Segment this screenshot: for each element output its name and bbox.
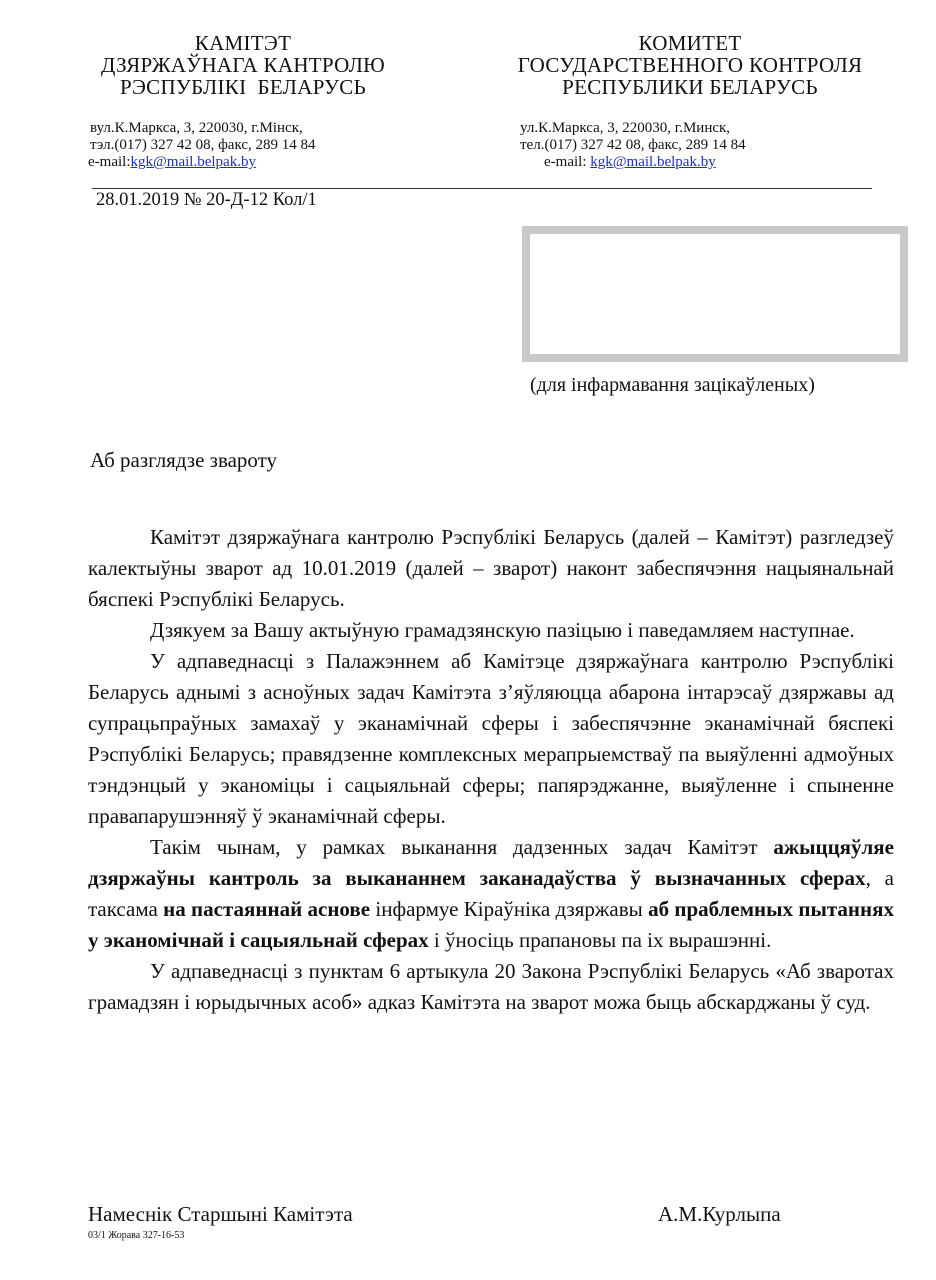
header-by-email-label: e-mail:: [88, 154, 131, 170]
header-by-line2: ДЗЯРЖАЎНАГА КАНТРОЛЮ: [100, 53, 385, 77]
header-by-email-row: [88, 154, 408, 171]
header-ru-email-link[interactable]: kgk@mail.belpak.by: [590, 154, 716, 170]
paragraph-4-text-a: Такім чынам, у рамках выканання дадзенных задач Камітэт: [150, 835, 774, 859]
header-ru-phone: тел.(017) 327 42 08, факс, 289 14 84: [520, 137, 746, 153]
header-by-email-link[interactable]: kgk@mail.belpak.by: [130, 154, 256, 170]
paragraph-4: [88, 832, 894, 956]
paragraph-3: У адпаведнасці з Палажэннем аб Камітэце дзяржаўнага кантролю Рэспублікі Беларусь аднымі з асноўных задач Камітэта з’яўляюцца абарона інтарэсаў дзяржавы ад супрацьпраўных замахаў у эканамічнай сферы і забеспячэнне эканамічнай бяспекі Рэспублікі Беларусь; правядзенне комплексных мерапрыемстваў па выяўленні адмоўных тэндэнцый у эканоміцы і сацыяльнай сферы; папярэджанне, выяўленне і спыненне правапарушэнняў ў эканамічнай сферы.: [88, 649, 894, 828]
paragraph-5: У адпаведнасці з пунктам 6 артыкула 20 Закона Рэспублікі Беларусь «Аб зваротах грамадзян і юрыдычных асоб» адказ Камітэта на зварот можа быць абскарджаны ў суд.: [88, 959, 894, 1014]
header-by-title: [78, 32, 408, 98]
header-ru-title: [492, 32, 888, 98]
paragraph-4-bold-b: на пастаяннай аснове: [163, 897, 371, 921]
executor-note: 03/1 Жорава 327-16-53: [88, 1230, 185, 1241]
header-by-line1: КАМІТЭТ: [194, 31, 292, 55]
redacted-addressee-box: [522, 226, 908, 362]
addressee-caption: (для інфармавання зацікаўленых): [530, 374, 815, 396]
paragraph-1: Камітэт дзяржаўнага кантролю Рэспублікі Беларусь (далей – Камітэт) разгледзеў калектыўны зварот ад 10.01.2019 (далей – зварот) наконт забеспячэння нацыянальнай бяспекі Рэспублікі Беларусь.: [88, 525, 894, 611]
header-ru-line3: РЕСПУБЛИКИ БЕЛАРУСЬ: [562, 75, 818, 99]
paragraph-4-text-d: і ўносіць прапановы па іх вырашэнні.: [428, 928, 772, 952]
letter-subject: Аб разглядзе звароту: [90, 448, 278, 472]
paragraph-4-bold-a: ажыццяўляе дзяржаўны кантроль за выкананнем заканадаўства ў вызначанных сферах: [88, 835, 894, 890]
header-divider: [92, 188, 872, 189]
header-by-contacts: [88, 120, 408, 171]
header-ru-line2: ГОСУДАРСТВЕННОГО КОНТРОЛЯ: [517, 53, 863, 77]
paragraph-4-text-b: , а таксама: [88, 866, 894, 921]
header-ru-line1: КОМИТЕТ: [638, 31, 742, 55]
header-by-line3: РЭСПУБЛІКІ БЕЛАРУСЬ: [120, 75, 366, 99]
signature-name: А.М.Курлыпа: [658, 1202, 781, 1226]
paragraph-4-bold-c: аб праблемных пытаннях у эканомічнай і сацыяльнай сферах: [88, 897, 894, 952]
header-ru-email-label: e-mail:: [544, 154, 587, 170]
header-ru-contacts: [520, 120, 860, 171]
signature-position: Намеснік Старшыні Камітэта: [88, 1202, 353, 1226]
letter-body: [88, 522, 894, 1018]
paragraph-4-text-c: інфармуе Кіраўніка дзяржавы: [370, 897, 649, 921]
header-ru-address: ул.К.Маркса, 3, 220030, г.Минск,: [520, 120, 731, 136]
header-by-address: вул.К.Маркса, 3, 220030, г.Мінск,: [90, 120, 303, 136]
document-reference: 28.01.2019 № 20-Д-12 Кол/1: [96, 190, 317, 210]
header-by-phone: тэл.(017) 327 42 08, факс, 289 14 84: [90, 137, 316, 153]
header-ru-email-row: [520, 154, 860, 171]
paragraph-2: Дзякуем за Вашу актыўную грамадзянскую пазіцыю і паведамляем наступнае.: [150, 618, 855, 642]
